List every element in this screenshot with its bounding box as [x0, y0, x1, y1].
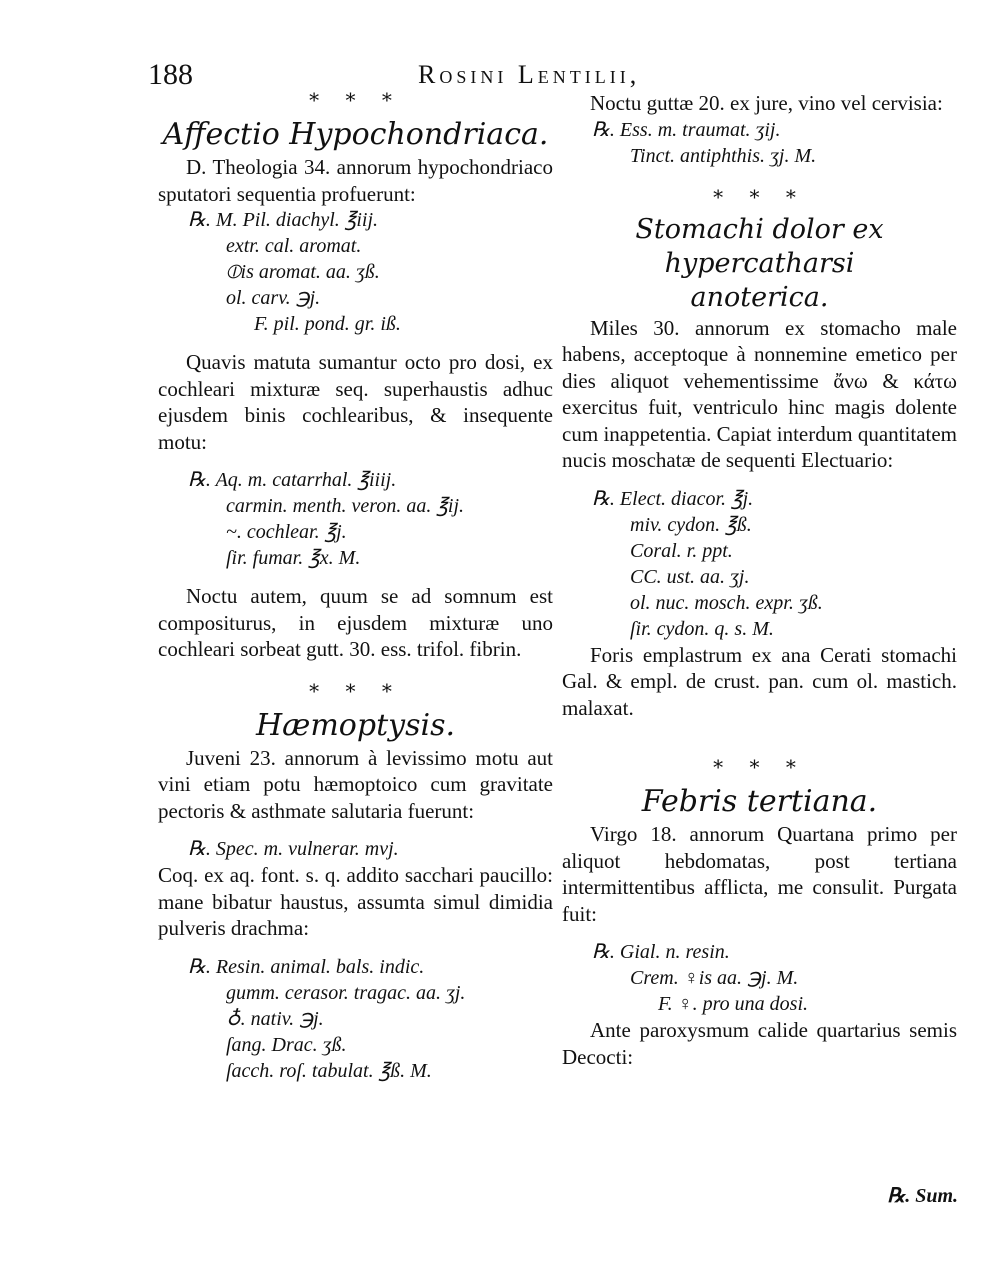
prescription-line: ℞. Gial. n. resin. — [592, 941, 730, 963]
page-number: 188 — [148, 58, 193, 91]
left-column — [158, 90, 553, 1084]
body-paragraph: Noctu autem, quum se ad somnum est compositurus, in ejusdem mixturæ uno cochleari sorbeat gutt. 30. ess. trifol. fibrin. — [158, 584, 553, 661]
case-intro: Juveni 23. annorum à levissimo motu aut vini etiam potu hæmoptoico cum gravitate pectoris & asthmate salutaria fuerunt: — [158, 745, 553, 823]
prescription-line: ſacch. roſ. tabulat. ℥ß. M. — [226, 1059, 432, 1082]
prescription-line: ℞. M. Pil. diachyl. ℥iij. — [188, 209, 379, 231]
section-ornament: * * * — [713, 755, 806, 779]
prescription-line: extr. cal. aromat. — [226, 235, 362, 257]
prescription-line: CC. ust. aa. ʒj. — [630, 565, 750, 588]
section-title: Febris tertiana. — [641, 784, 878, 819]
prescription-line: ℞. Spec. m. vulnerar. mvj. — [188, 838, 399, 860]
section-ornament: * * * — [309, 88, 402, 112]
prescription-line: carmin. menth. veron. aa. ℥ij. — [226, 495, 464, 517]
prescription-line: Coral. r. ppt. — [630, 539, 733, 562]
section-ornament: * * * — [309, 678, 402, 703]
prescription-line: ⦶is aromat. aa. ʒß. — [226, 261, 380, 283]
prescription-line: ℞. Aq. m. catarrhal. ℥iiij. — [188, 469, 397, 491]
prescription-line: ~. cochlear. ℥j. — [226, 521, 347, 543]
prescription-line: ol. carv. ℈j. — [226, 287, 321, 309]
body-paragraph: Quavis matuta sumantur octo pro dosi, ex cochleari mixturæ seq. superhaustis adhuc ejusdem binis cochlearibus, & insequente motu: — [158, 350, 553, 454]
prescription-line: ſang. Drac. ʒß. — [226, 1033, 347, 1056]
section-title: Hæmoptysis. — [256, 707, 455, 743]
body-paragraph: Ante paroxysmum calide quartarius semis Decocti: — [562, 1018, 957, 1069]
prescription-line: ſir. fumar. ℥x. M. — [226, 547, 361, 569]
prescription-line: Tinct. antiphthis. ʒj. M. — [630, 144, 817, 167]
running-title: Rosini Lentilii, — [418, 60, 641, 89]
prescription-line: Crem. ♀is aa. ℈j. M. — [630, 967, 799, 989]
section-ornament: * * * — [713, 184, 806, 209]
prescription-line: miv. cydon. ℥ß. — [630, 513, 752, 536]
prescription-line: ſir. cydon. q. s. M. — [630, 617, 774, 640]
prescription-line: ℞. Ess. m. traumat. ʒij. — [592, 118, 781, 141]
prescription-line: ol. nuc. mosch. expr. ʒß. — [630, 591, 823, 614]
body-paragraph: Foris emplastrum ex ana Cerati stomachi Gal. & empl. de crust. pan. cum ol. mastich. malaxat. — [562, 642, 957, 720]
catchword: ℞. Sum. — [887, 1185, 958, 1207]
body-paragraph: Noctu guttæ 20. ex jure, vino vel cervisia: — [590, 91, 943, 115]
prescription-line: ℞. Elect. diacor. ℥j. — [592, 487, 754, 510]
case-intro: D. Theologia 34. annorum hypochondriaco sputatori sequentia profuerunt: — [158, 155, 553, 206]
prescription-line: F. pil. pond. gr. iß. — [254, 313, 401, 335]
section-title-cont: anoterica. — [690, 281, 829, 313]
prescription-line: ℞. Resin. animal. bals. indic. — [188, 955, 425, 978]
section-title: Stomachi dolor ex hypercatharsi — [635, 213, 884, 279]
prescription-line: F. ♀. pro una dosi. — [658, 993, 809, 1015]
section-title: Affectio Hypochondriaca. — [162, 117, 549, 152]
case-intro: Miles 30. annorum ex stomacho male habens, acceptoque à nonnemine emetico per dies aliquot vehementissime ἄνω & κάτω exercitus fuit, ventriculo hinc magis dolente cum inappetentia. Capiat interdum quantitatem nucis moschatæ de sequenti Electuario: — [562, 315, 957, 472]
right-column — [562, 90, 957, 1070]
case-intro: Virgo 18. annorum Quartana primo per aliquot hebdomatas, post tertiana intermittentibus afflicta, me consulit. Purgata fuit: — [562, 822, 957, 926]
body-paragraph: Coq. ex aq. font. s. q. addito sacchari paucillo: mane bibatur haustus, assumta simul dimidia pulveris drachma: — [158, 863, 553, 940]
prescription-line: gumm. cerasor. tragac. aa. ʒj. — [226, 981, 466, 1004]
prescription-line: ♁. nativ. ℈j. — [226, 1007, 324, 1030]
